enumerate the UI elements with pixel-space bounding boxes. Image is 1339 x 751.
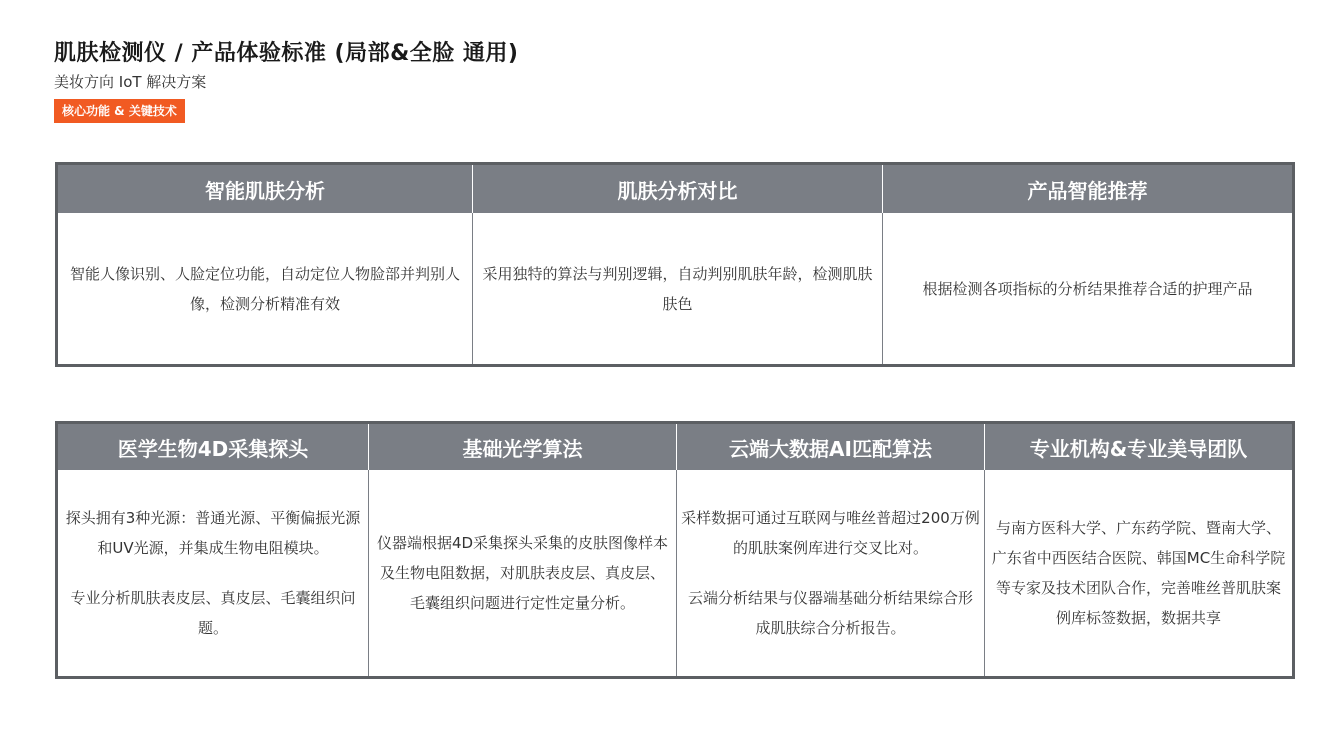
table-cell-smart-skin-analysis <box>58 213 473 364</box>
cell-text: 与南方医科大学、广东药学院、暨南大学、广东省中西医结合医院、韩国MC生命科学院 等专家及技术团队合作，完善唯丝普肌肤案例库标签数据，数据共享 <box>991 519 1286 627</box>
table-header-expert-team: 专业机构&专业美导团队 <box>985 424 1292 470</box>
table-cell-product-recommendation <box>883 213 1292 364</box>
cell-text: 智能人像识别、人脸定位功能，自动定位人物脸部并判别人像，检测分析精准有效 <box>69 264 460 313</box>
table-header-product-recommendation: 产品智能推荐 <box>883 165 1292 213</box>
table-header-smart-skin-analysis: 智能肌肤分析 <box>58 165 473 213</box>
table-cell-expert-team <box>985 470 1292 676</box>
table-cell-skin-comparison <box>473 213 883 364</box>
table-header-4d-probe: 医学生物4D采集探头 <box>58 424 369 470</box>
page-subtitle: 美妆方向 IoT 解决方案 <box>54 73 207 91</box>
table-header-cloud-ai: 云端大数据AI匹配算法 <box>677 424 985 470</box>
table-cell-optical-algorithm <box>369 470 677 676</box>
cell-text: 采用独特的算法与判别逻辑，自动判别肌肤年龄，检测肌肤肤色 <box>482 264 873 313</box>
cell-text: 仪器端根据4D采集探头采集的皮肤图像样本及生物电阻数据，对肌肤表皮层、真皮层、毛囊组织问题进行定性定量分析。 <box>376 534 669 612</box>
table-cell-4d-probe <box>58 470 369 676</box>
cell-text: 采样数据可通过互联网与唯丝普超过200万例的肌肤案例库进行交叉比对。 <box>681 509 980 557</box>
table-header-skin-comparison: 肌肤分析对比 <box>473 165 883 213</box>
feature-table <box>55 162 1295 367</box>
cell-text: 云端分析结果与仪器端基础分析结果综合形成肌肤综合分析报告。 <box>687 589 973 637</box>
section-badge: 核心功能 & 关键技术 <box>54 99 185 123</box>
cell-text: 探头拥有3种光源：普通光源、平衡偏振光源和UV光源，并集成生物电阻模块。 <box>65 509 361 557</box>
table-header-optical-algorithm: 基础光学算法 <box>369 424 677 470</box>
page-title: 肌肤检测仪 / 产品体验标准 (局部&全脸 通用) <box>54 41 519 66</box>
cell-text: 专业分析肌肤表皮层、真皮层、毛囊组织问题。 <box>70 589 356 637</box>
technology-table <box>55 421 1295 679</box>
table-cell-cloud-ai <box>677 470 985 676</box>
cell-text: 根据检测各项指标的分析结果推荐合适的护理产品 <box>922 279 1253 298</box>
